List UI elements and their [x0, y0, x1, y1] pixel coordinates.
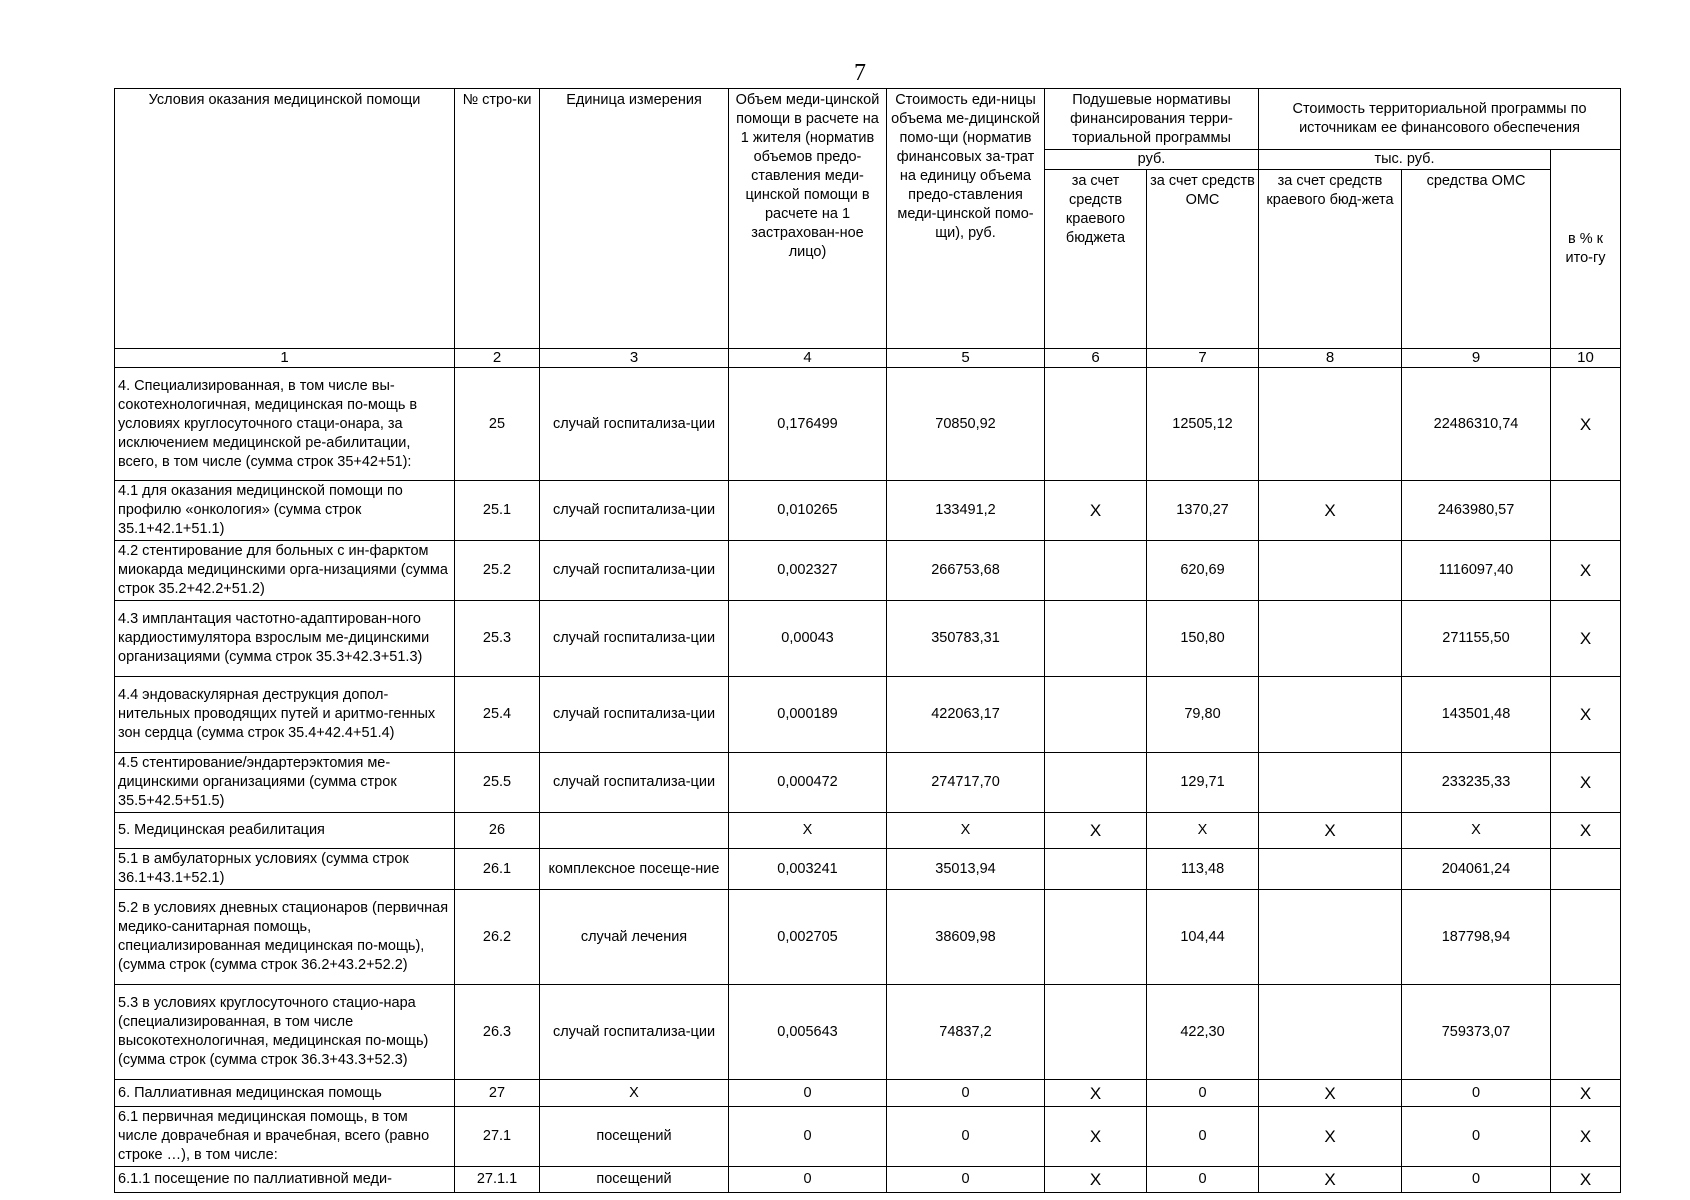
row-percent [1551, 481, 1621, 541]
row-percent: Х [1551, 753, 1621, 813]
row-percent: Х [1551, 1167, 1621, 1193]
row-conditions: 4.3 имплантация частотно-адаптирован-ного кардиостимулятора взрослым ме-дицинскими организациями (сумма строк 35.3+42.3+51.3) [115, 601, 455, 677]
row-volume: 0,003241 [729, 849, 887, 890]
row-volume: 0,000189 [729, 677, 887, 753]
table-row [115, 813, 1621, 849]
row-unit [540, 813, 729, 849]
row-total-budget [1259, 677, 1402, 753]
row-line-number: 25.3 [455, 601, 540, 677]
row-unit: посещений [540, 1167, 729, 1193]
row-conditions: 4.2 стентирование для больных с ин-фарктом миокарда медицинскими орга-низациями (сумма строк 35.2+42.2+51.2) [115, 541, 455, 601]
row-line-number: 27.1.1 [455, 1167, 540, 1193]
column-number: 5 [887, 349, 1045, 368]
row-unit: случай госпитализа-ции [540, 481, 729, 541]
table-row [115, 677, 1621, 753]
row-unit: случай лечения [540, 890, 729, 985]
row-total-budget [1259, 541, 1402, 601]
row-volume: 0,010265 [729, 481, 887, 541]
row-conditions: 4. Специализированная, в том числе вы-сокотехнологичная, медицинская по-мощь в условиях круглосуточного стаци-онара, за исключением медицинской ре-абилитации, всего, в том числе (сумма строк 35+42+51): [115, 368, 455, 481]
row-unit-cost: 74837,2 [887, 985, 1045, 1080]
row-unit-cost: 422063,17 [887, 677, 1045, 753]
row-unit: Х [540, 1080, 729, 1107]
row-percent [1551, 849, 1621, 890]
row-percent: Х [1551, 601, 1621, 677]
row-total-budget [1259, 601, 1402, 677]
row-unit: случай госпитализа-ции [540, 368, 729, 481]
header-per-capita-group: Подушевые нормативы финансирования терри-ториальной программы [1045, 89, 1259, 150]
row-total-budget: Х [1259, 1080, 1402, 1107]
column-number: 3 [540, 349, 729, 368]
row-conditions: 5. Медицинская реабилитация [115, 813, 455, 849]
row-total-oms: 233235,33 [1402, 753, 1551, 813]
row-line-number: 26.3 [455, 985, 540, 1080]
row-line-number: 25.2 [455, 541, 540, 601]
column-number: 1 [115, 349, 455, 368]
header-pc-oms: за счет средств ОМС [1147, 170, 1259, 349]
row-unit-cost: 133491,2 [887, 481, 1045, 541]
row-line-number: 26.2 [455, 890, 540, 985]
row-line-number: 25.4 [455, 677, 540, 753]
table-row [115, 368, 1621, 481]
header-unit: Единица измерения [540, 89, 729, 349]
row-pc-oms: 150,80 [1147, 601, 1259, 677]
row-conditions: 6.1.1 посещение по паллиативной меди- [115, 1167, 455, 1193]
row-volume: 0,002705 [729, 890, 887, 985]
row-total-budget: Х [1259, 481, 1402, 541]
row-pc-oms: 113,48 [1147, 849, 1259, 890]
header-per-capita-unit: руб. [1045, 150, 1259, 170]
row-total-oms: 759373,07 [1402, 985, 1551, 1080]
row-line-number: 25.5 [455, 753, 540, 813]
row-conditions: 4.4 эндоваскулярная деструкция допол-нительных проводящих путей и аритмо-генных зон сердца (сумма строк 35.4+42.4+51.4) [115, 677, 455, 753]
column-number: 6 [1045, 349, 1147, 368]
row-total-oms: 187798,94 [1402, 890, 1551, 985]
row-total-budget [1259, 985, 1402, 1080]
row-unit: комплексное посеще-ние [540, 849, 729, 890]
column-number: 9 [1402, 349, 1551, 368]
header-unit-cost: Стоимость еди-ницы объема ме-дицинской помо-щи (норматив финансовых за-трат на единицу объема предо-ставления меди-цинской помо-щи), руб. [887, 89, 1045, 349]
table-row [115, 890, 1621, 985]
row-conditions: 4.1 для оказания медицинской помощи по профилю «онкология» (сумма строк 35.1+42.1+51.1) [115, 481, 455, 541]
program-cost-table [114, 88, 1621, 1193]
row-total-budget: Х [1259, 1167, 1402, 1193]
header-percent: в % к ито-гу [1551, 150, 1621, 349]
row-total-oms: Х [1402, 813, 1551, 849]
row-pc-budget [1045, 677, 1147, 753]
column-number: 2 [455, 349, 540, 368]
row-unit: случай госпитализа-ции [540, 601, 729, 677]
row-conditions: 4.5 стентирование/эндартерэктомия ме-дицинскими организациями (сумма строк 35.5+42.5+51.5) [115, 753, 455, 813]
row-line-number: 25 [455, 368, 540, 481]
row-volume: 0,002327 [729, 541, 887, 601]
row-line-number: 26.1 [455, 849, 540, 890]
header-program-cost-group: Стоимость территориальной программы по источникам ее финансового обеспечения [1259, 89, 1621, 150]
table-row [115, 1080, 1621, 1107]
row-total-oms: 0 [1402, 1080, 1551, 1107]
row-percent: Х [1551, 368, 1621, 481]
row-unit-cost: 274717,70 [887, 753, 1045, 813]
row-total-budget [1259, 753, 1402, 813]
row-line-number: 27 [455, 1080, 540, 1107]
row-volume: Х [729, 813, 887, 849]
row-percent: Х [1551, 677, 1621, 753]
row-pc-budget [1045, 985, 1147, 1080]
row-volume: 0 [729, 1080, 887, 1107]
row-percent [1551, 985, 1621, 1080]
header-conditions: Условия оказания медицинской помощи [115, 89, 455, 349]
row-line-number: 25.1 [455, 481, 540, 541]
row-line-number: 27.1 [455, 1107, 540, 1167]
row-unit-cost: 0 [887, 1107, 1045, 1167]
header-pc-budget: за счет средств краевого бюджета [1045, 170, 1147, 349]
column-numbers-row [115, 349, 1621, 368]
row-unit: посещений [540, 1107, 729, 1167]
row-pc-oms: 12505,12 [1147, 368, 1259, 481]
row-unit-cost: 0 [887, 1080, 1045, 1107]
row-unit-cost: 35013,94 [887, 849, 1045, 890]
row-volume: 0,176499 [729, 368, 887, 481]
row-volume: 0,005643 [729, 985, 887, 1080]
row-pc-budget [1045, 849, 1147, 890]
row-pc-budget [1045, 601, 1147, 677]
column-number: 4 [729, 349, 887, 368]
header-row [115, 89, 1621, 150]
row-pc-oms: 79,80 [1147, 677, 1259, 753]
column-number: 7 [1147, 349, 1259, 368]
row-pc-budget: Х [1045, 1167, 1147, 1193]
row-pc-budget: Х [1045, 1080, 1147, 1107]
row-pc-oms: 0 [1147, 1080, 1259, 1107]
row-unit: случай госпитализа-ции [540, 677, 729, 753]
row-percent: Х [1551, 813, 1621, 849]
row-total-budget [1259, 890, 1402, 985]
column-number: 10 [1551, 349, 1621, 368]
table-row [115, 601, 1621, 677]
table-row [115, 541, 1621, 601]
row-total-oms: 0 [1402, 1107, 1551, 1167]
row-percent: Х [1551, 1107, 1621, 1167]
row-volume: 0,000472 [729, 753, 887, 813]
row-conditions: 6.1 первичная медицинская помощь, в том числе доврачебная и врачебная, всего (равно строке …), в том числе: [115, 1107, 455, 1167]
page-number: 7 [854, 60, 866, 86]
table-row [115, 753, 1621, 813]
row-volume: 0 [729, 1107, 887, 1167]
header-total-budget: за счет средств краевого бюд-жета [1259, 170, 1402, 349]
row-conditions: 6. Паллиативная медицинская помощь [115, 1080, 455, 1107]
row-pc-budget: Х [1045, 1107, 1147, 1167]
row-total-budget: Х [1259, 813, 1402, 849]
row-total-oms: 204061,24 [1402, 849, 1551, 890]
row-total-budget: Х [1259, 1107, 1402, 1167]
row-pc-budget [1045, 890, 1147, 985]
row-unit: случай госпитализа-ции [540, 541, 729, 601]
row-total-oms: 271155,50 [1402, 601, 1551, 677]
row-unit-cost: Х [887, 813, 1045, 849]
row-total-oms: 143501,48 [1402, 677, 1551, 753]
table-row [115, 1107, 1621, 1167]
row-percent: Х [1551, 1080, 1621, 1107]
row-conditions: 5.3 в условиях круглосуточного стацио-нара (специализированная, в том числе высокотехнологичная, медицинская по-мощь) (сумма строк (сумма строк 36.3+43.3+52.3) [115, 985, 455, 1080]
row-total-oms: 22486310,74 [1402, 368, 1551, 481]
header-volume: Объем меди-цинской помощи в расчете на 1 жителя (норматив объемов предо-ставления меди-цинской помощи в расчете на 1 застрахован-ное лицо) [729, 89, 887, 349]
row-unit-cost: 266753,68 [887, 541, 1045, 601]
row-pc-oms: 422,30 [1147, 985, 1259, 1080]
header-line-number: № стро-ки [455, 89, 540, 349]
row-pc-budget: Х [1045, 481, 1147, 541]
header-program-cost-unit: тыс. руб. [1259, 150, 1551, 170]
row-pc-oms: 0 [1147, 1107, 1259, 1167]
row-total-oms: 0 [1402, 1167, 1551, 1193]
row-unit-cost: 350783,31 [887, 601, 1045, 677]
row-line-number: 26 [455, 813, 540, 849]
row-pc-oms: 0 [1147, 1167, 1259, 1193]
row-total-oms: 2463980,57 [1402, 481, 1551, 541]
row-unit-cost: 0 [887, 1167, 1045, 1193]
table-row [115, 481, 1621, 541]
row-total-budget [1259, 849, 1402, 890]
row-unit-cost: 38609,98 [887, 890, 1045, 985]
row-conditions: 5.2 в условиях дневных стационаров (первичная медико-санитарная помощь, специализированная медицинская по-мощь), (сумма строк (сумма строк 36.2+43.2+52.2) [115, 890, 455, 985]
row-unit: случай госпитализа-ции [540, 753, 729, 813]
row-pc-oms: 129,71 [1147, 753, 1259, 813]
header-total-oms: средства ОМС [1402, 170, 1551, 349]
row-pc-budget [1045, 541, 1147, 601]
row-pc-oms: 620,69 [1147, 541, 1259, 601]
row-pc-oms: 1370,27 [1147, 481, 1259, 541]
row-conditions: 5.1 в амбулаторных условиях (сумма строк 36.1+43.1+52.1) [115, 849, 455, 890]
table-row [115, 849, 1621, 890]
table-body [115, 89, 1621, 1193]
row-pc-budget [1045, 753, 1147, 813]
column-number: 8 [1259, 349, 1402, 368]
row-total-oms: 1116097,40 [1402, 541, 1551, 601]
row-percent [1551, 890, 1621, 985]
table-row [115, 1167, 1621, 1193]
row-volume: 0 [729, 1167, 887, 1193]
row-pc-budget: Х [1045, 813, 1147, 849]
row-pc-budget [1045, 368, 1147, 481]
row-volume: 0,00043 [729, 601, 887, 677]
row-unit: случай госпитализа-ции [540, 985, 729, 1080]
row-pc-oms: 104,44 [1147, 890, 1259, 985]
row-unit-cost: 70850,92 [887, 368, 1045, 481]
row-pc-oms: Х [1147, 813, 1259, 849]
row-total-budget [1259, 368, 1402, 481]
table-row [115, 985, 1621, 1080]
row-percent: Х [1551, 541, 1621, 601]
